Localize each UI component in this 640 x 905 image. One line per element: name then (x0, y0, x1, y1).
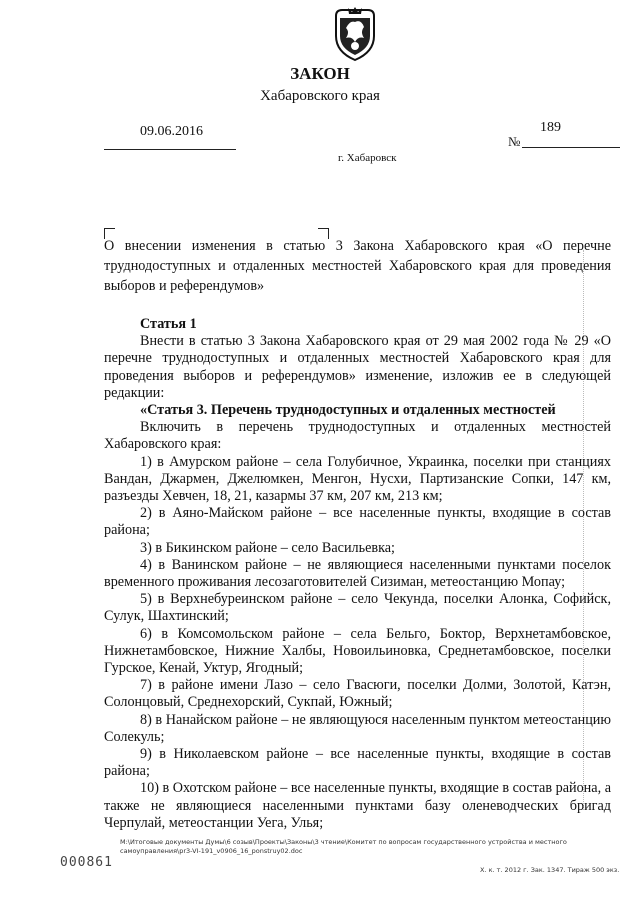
list-item: 8) в Нанайском районе – не являющуюся населенным пунктом метеостанцию Солекуль; (104, 711, 611, 745)
article-title: Статья 1 (140, 316, 197, 332)
print-info: Х. к. т. 2012 г. Зак. 1347. Тираж 500 экз. (480, 866, 620, 874)
coat-of-arms-emblem (330, 6, 380, 62)
list-item: 3) в Бикинском районе – село Васильевка; (140, 539, 395, 556)
include-text: Включить в перечень труднодоступных и отдаленных местностей Хабаровского края: (104, 419, 611, 453)
article3-title: «Статья 3. Перечень труднодоступных и отдаленных местностей (140, 402, 556, 419)
list-item: 4) в Ванинском районе – не являющиеся населенными пунктами поселок временного проживания лесозаготовителей Сизиман, метеостанцию Мопау; (104, 556, 611, 591)
document-title: ЗАКОН (290, 64, 350, 83)
document-body (104, 316, 611, 832)
list-item: 2) в Аяно-Майском районе – все населенные пункты, входящие в состав района; (104, 505, 611, 539)
article-intro: Внести в статью 3 Закона Хабаровского края от 29 мая 2002 года № 29 «О перечне труднодоступных и отдаленных местностей Хабаровского края для проведения выборов и референдумов» изменение, изложив ее в следующей редакции: (104, 333, 611, 401)
document-number: 189 (540, 120, 561, 135)
date-underline (104, 149, 236, 150)
list-item: 5) в Верхнебуреинском районе – село Чекунда, поселки Алонка, Софийск, Сулук, Шахтинский; (104, 591, 611, 625)
number-sign: № (508, 134, 521, 149)
file-path: M:\Итоговые документы Думы\6 созыв\Проекты\Законы\3 чтение\Комитет по вопросам государственного устройства и местного самоуправления\pr3-VI-191_v0906_16_ponstruy02.doc (120, 838, 567, 855)
page-stamp: 000861 (60, 855, 113, 870)
list-item: 9) в Николаевском районе – все населенные пункты, входящие в состав района; (104, 746, 611, 780)
list-item: 7) в районе имени Лазо – село Гвасюги, поселки Долми, Золотой, Катэн, Солонцовый, Среднехорский, Сукпай, Южный; (104, 677, 611, 711)
document-date: 09.06.2016 (140, 124, 203, 139)
list-item: 6) в Комсомольском районе – села Бельго, Боктор, Верхнетамбовское, Нижнетамбовское, Нижние Халбы, Новоильиновка, Среднетамбовское, поселки Гурское, Кенай, Уктур, Ягодный; (104, 625, 611, 677)
number-underline (522, 147, 620, 148)
city-label: г. Хабаровск (338, 152, 397, 164)
law-heading: О внесении изменения в статью 3 Закона Хабаровского края «О перечне труднодоступных и отдаленных местностей Хабаровского края для проведения выборов и референдумов» (104, 238, 611, 294)
list-item: 1) в Амурском районе – села Голубичное, Украинка, поселки при станциях Вандан, Джармен, Джелюмкен, Менгон, Нусхи, Партизанские Сопки, 147 км, разъезды Хевчен, 18, 21, казармы 37 км, 207 км, 213 км; (104, 453, 611, 505)
document-subtitle: Хабаровского края (260, 88, 380, 104)
list-item: 10) в Охотском районе – все населенные пункты, входящие в состав района, а также не являющиеся населенными пунктами базу оленеводческих бригад Черпулай, метеостанции Уега, Улья; (104, 780, 611, 831)
